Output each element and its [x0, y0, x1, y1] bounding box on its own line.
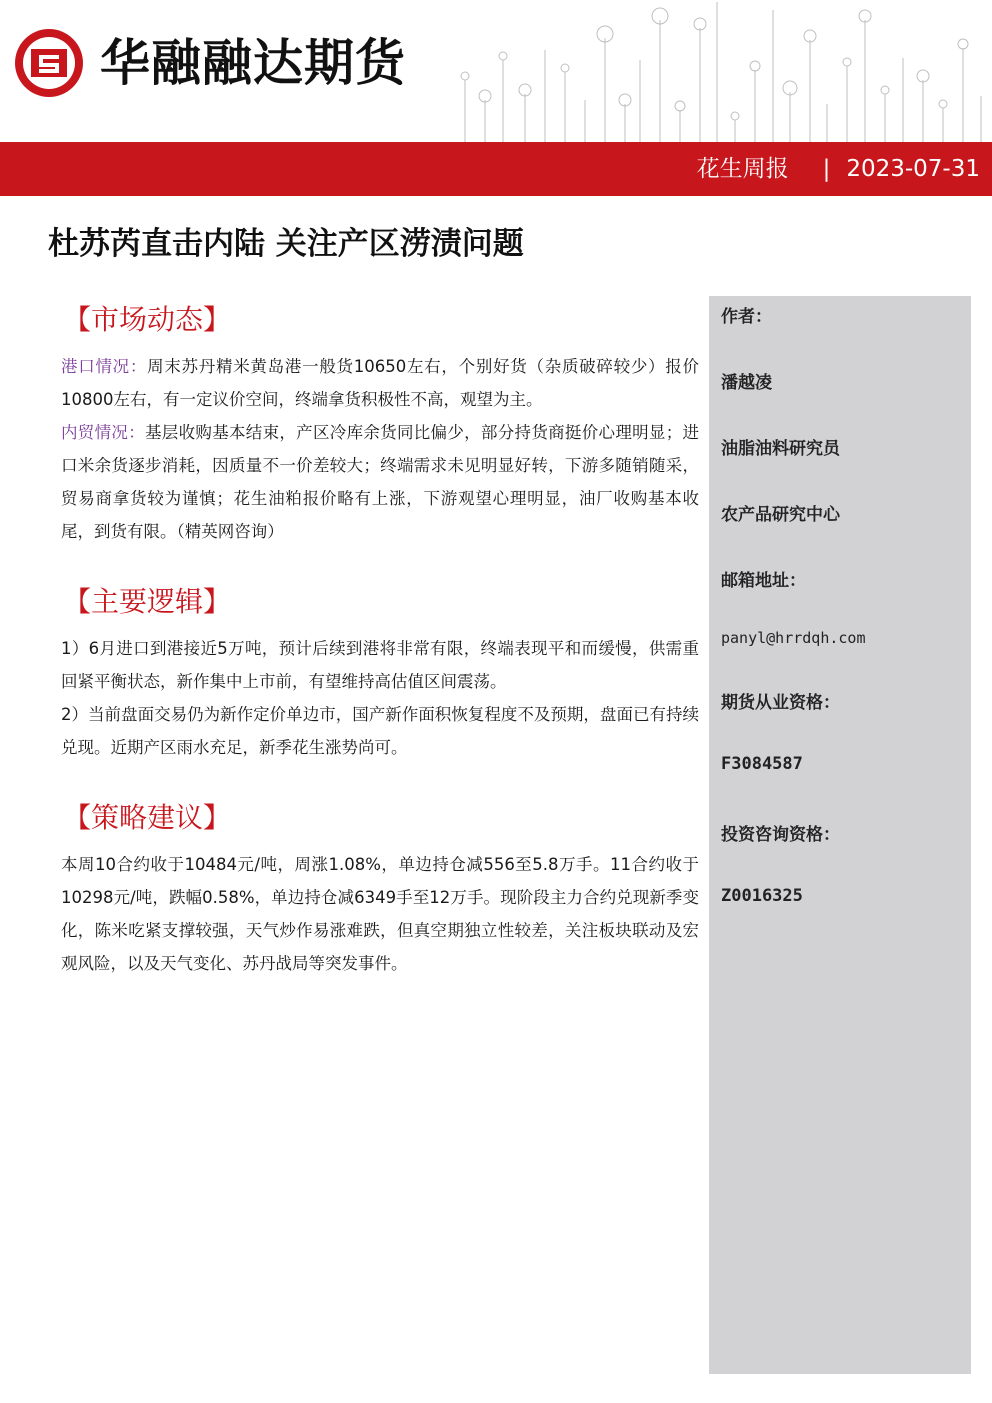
- advisory-qual-label: 投资咨询资格：: [721, 825, 840, 845]
- logic-section-title: 【主要逻辑】: [63, 585, 232, 618]
- main-content: [61, 300, 699, 1014]
- email-label: 邮箱地址：: [721, 571, 806, 591]
- department: 农产品研究中心: [721, 505, 840, 525]
- advisory-qual-number: Z0016325: [721, 886, 803, 906]
- report-banner: [0, 142, 992, 196]
- futures-qual-number: F3084587: [721, 754, 803, 774]
- logic-section: [61, 582, 699, 764]
- market-section: [61, 300, 699, 548]
- email-address: panyl@hrrdqh.com: [721, 629, 866, 647]
- author-label: 作者：: [721, 307, 772, 327]
- port-text: 周末苏丹精米黄岛港一般货10650左右，个别好货（杂质破碎较少）报价10800左右，有一定议价空间，终端拿货积极性不高，观望为主。: [61, 357, 699, 409]
- report-headline: 杜苏芮直击内陆 关注产区涝渍问题: [48, 226, 524, 262]
- report-type: 花生周报: [696, 156, 789, 182]
- author-sidebar: [709, 296, 971, 1374]
- author-title: 油脂油料研究员: [721, 439, 840, 459]
- domestic-text: 基层收购基本结束，产区冷库余货同比偏少，部分持货商挺价心理明显；进口米余货逐步消耗，因质量不一价差较大；终端需求未见明显好转，下游多随销随采，贸易商拿货较为谨慎；花生油粕报价略有上涨，下游观望心理明显，油厂收购基本收尾，到货有限。（精英网咨询）: [61, 423, 700, 541]
- strategy-text: 本周10合约收于10484元/吨，周涨1.08%，单边持仓减556至5.8万手。11合约收于10298元/吨，跌幅0.58%，单边持仓减6349手至12万手。现阶段主力合约兑现新季变化，陈米吃紧支撑较强，天气炒作易涨难跌，但真空期独立性较差，关注板块联动及宏观风险，以及天气变化、苏丹战局等突发事件。: [61, 855, 699, 973]
- market-section-title: 【市场动态】: [63, 303, 232, 336]
- port-paragraph: [61, 350, 699, 416]
- domestic-label: 内贸情况：: [61, 423, 145, 442]
- strategy-section-title: 【策略建议】: [63, 801, 232, 834]
- port-label: 港口情况：: [61, 357, 148, 376]
- futures-qual-label: 期货从业资格：: [721, 693, 840, 713]
- domestic-paragraph: [61, 416, 699, 548]
- banner-separator: |: [822, 156, 831, 182]
- author-name: 潘越凌: [721, 373, 772, 393]
- banner-text: [697, 142, 980, 196]
- brand-name: 华融融达期货: [100, 34, 406, 92]
- hrrd-logo-icon: [13, 27, 85, 99]
- page-header: [0, 0, 992, 142]
- logic-point-2: 2）当前盘面交易仍为新作定价单边市，国产新作面积恢复程度不及预期，盘面已有持续兑现。近期产区雨水充足，新季花生涨势尚可。: [61, 705, 699, 757]
- report-date: 2023-07-31: [846, 156, 980, 182]
- strategy-section: [61, 798, 699, 980]
- decorative-lines-graphic: [455, 0, 992, 142]
- logic-point-1: 1）6月进口到港接近5万吨，预计后续到港将非常有限，终端表现平和而缓慢，供需重回紧平衡状态，新作集中上市前，有望维持高估值区间震荡。: [61, 639, 699, 691]
